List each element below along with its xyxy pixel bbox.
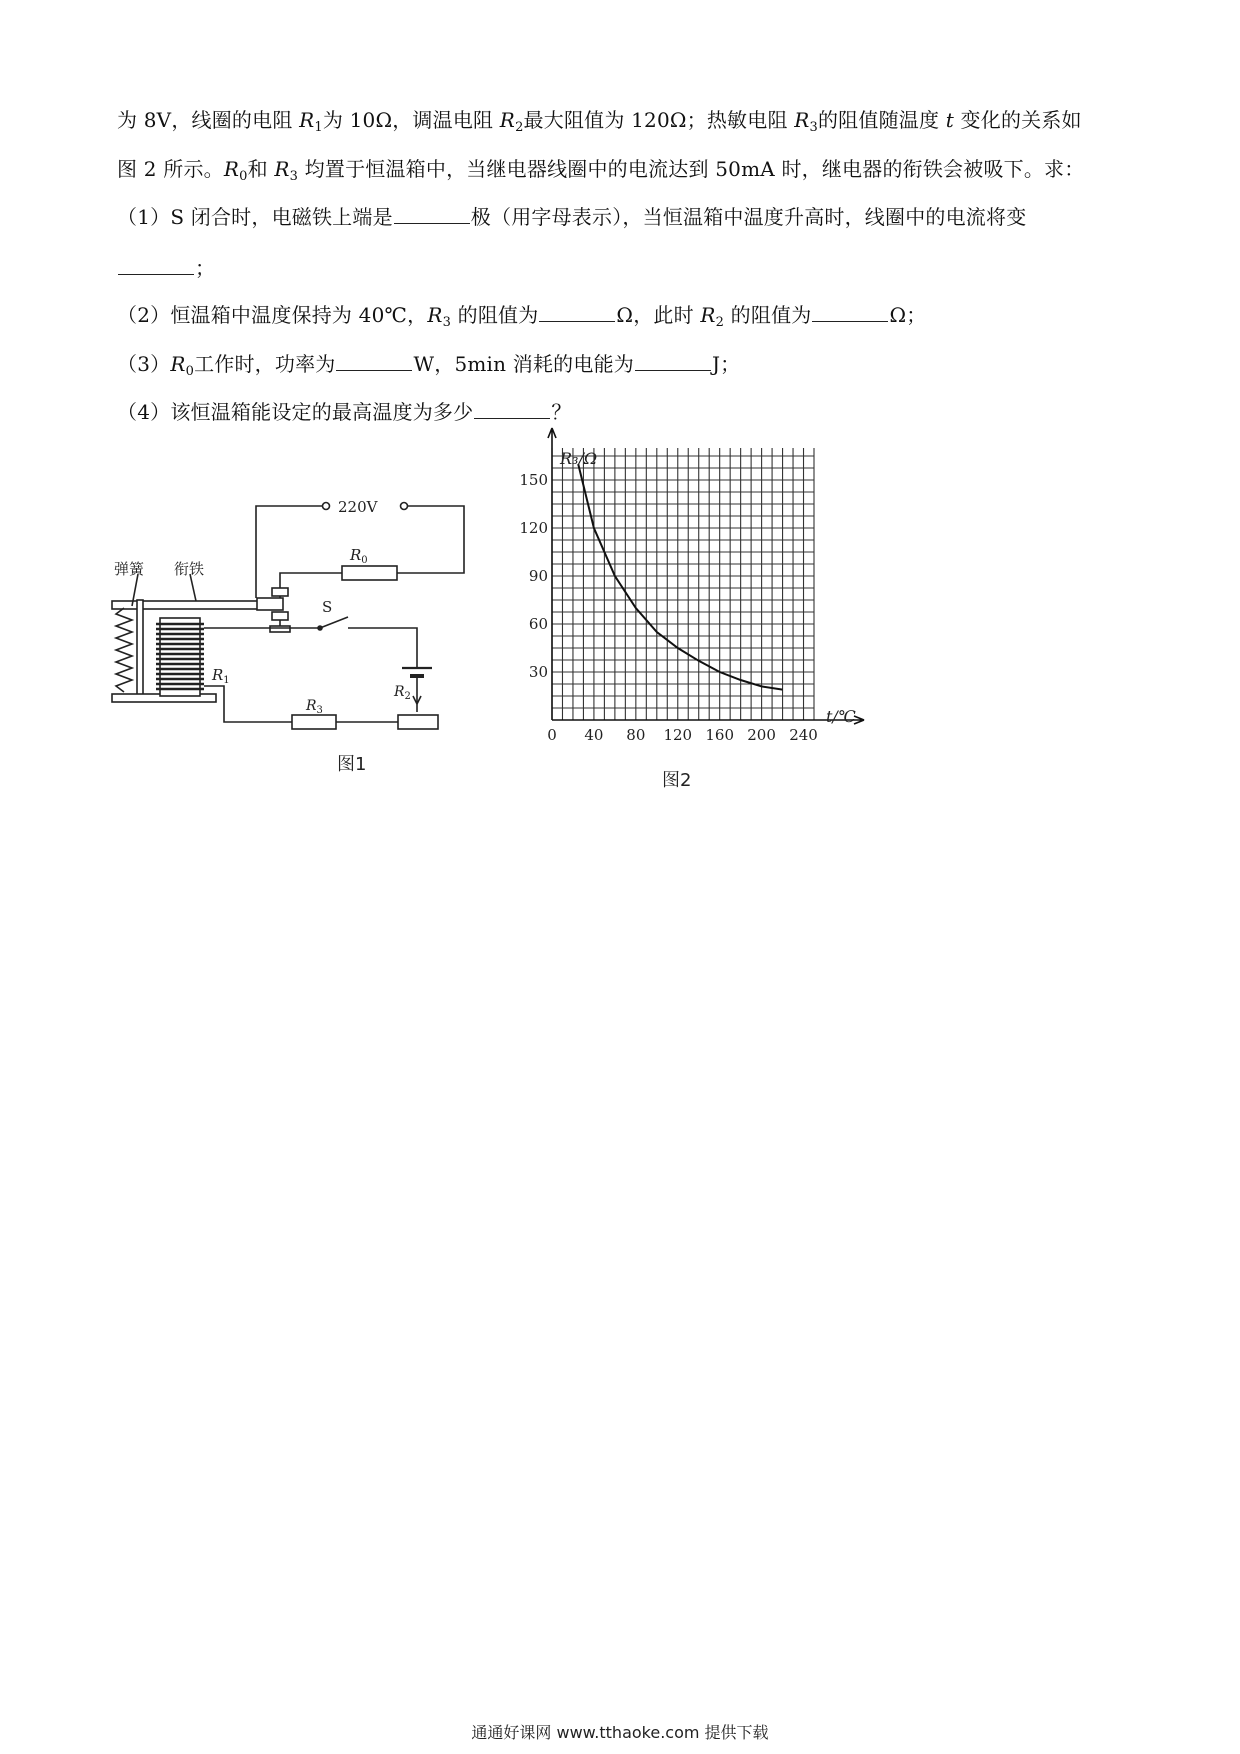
answer-blank[interactable] [539, 303, 615, 322]
var-r: R [170, 352, 186, 376]
chart-grid [552, 448, 814, 720]
text-span: 极（用字母表示），当恒温箱中温度升高时，线圈中的电流将变 [470, 205, 1027, 229]
upper-contact [272, 588, 288, 596]
text-span: 工作时，功率为 [194, 352, 336, 376]
subscript: 3 [809, 120, 818, 135]
x-axis [552, 716, 864, 724]
text-span: 最大阻值为 120Ω；热敏电阻 [523, 108, 795, 132]
label-r1: $R_1$ [212, 666, 230, 686]
terminal-right [401, 503, 408, 510]
answer-blank[interactable] [394, 205, 470, 224]
text-span: （3） [117, 352, 171, 376]
y-axis [548, 428, 556, 720]
subscript: 0 [185, 364, 195, 379]
var-t: t [945, 108, 954, 132]
subscript: 3 [289, 169, 299, 184]
switch-pivot [318, 626, 322, 630]
var-r: R [427, 303, 443, 327]
wire-switch-battery [348, 628, 417, 668]
text-span: （1）S 闭合时，电磁铁上端是 [117, 205, 393, 229]
problem-line-2 [117, 155, 1084, 191]
y-tick-label: 120 [519, 519, 548, 537]
var-r: R [700, 303, 716, 327]
text-span: 为 10Ω，调温电阻 [322, 108, 500, 132]
chart-series-line [578, 464, 782, 690]
question-1 [117, 203, 1026, 231]
text-span: ？ [551, 400, 572, 424]
spring-post [137, 600, 143, 698]
r3-temperature-chart [500, 430, 880, 790]
text-span: ； [195, 256, 216, 280]
label-220v: 220V [338, 498, 378, 516]
text-span: 的阻值为 [451, 303, 539, 327]
wire-220v-right [397, 506, 464, 573]
y-tick-label: 60 [528, 615, 548, 633]
var-r: R [299, 108, 315, 132]
terminal-left [323, 503, 330, 510]
switch-blade [320, 617, 348, 628]
label-r0: $R_0$ [350, 546, 368, 566]
chart-ticks [519, 471, 817, 744]
text-span: 变化的关系如 [953, 108, 1082, 132]
x-tick-label: 120 [663, 726, 693, 744]
wire-r0-contact [280, 573, 342, 588]
y-tick-label: 30 [528, 663, 548, 681]
label-switch: S [322, 598, 333, 616]
r3-resistor [292, 715, 336, 729]
chart-ylabel: R₃/Ω [560, 449, 598, 468]
wire-coil-bottom [204, 686, 292, 722]
subscript: 2 [715, 315, 725, 330]
armature-tip [257, 598, 283, 610]
x-tick-label: 240 [789, 726, 818, 744]
var-r: R [499, 108, 516, 132]
contact-base [270, 626, 290, 632]
answer-blank[interactable] [474, 400, 550, 419]
subscript: 3 [442, 315, 452, 330]
question-3 [117, 350, 740, 386]
x-tick-label: 200 [747, 726, 776, 744]
figure-1-caption: 图1 [337, 754, 367, 775]
r0-resistor [342, 566, 397, 580]
armature-bar [112, 601, 260, 609]
text-span: W，5min 消耗的电能为 [413, 352, 634, 376]
subscript: 0 [239, 169, 248, 184]
lower-contact [272, 612, 288, 620]
y-tick-label: 90 [528, 567, 548, 585]
text-span: Ω，此时 [616, 303, 701, 327]
text-span: 图 2 所示。 [117, 157, 224, 181]
y-tick-label: 150 [519, 471, 548, 489]
chart-xlabel: t/℃ [826, 707, 856, 726]
text-span: 为 8V，线圈的电阻 [117, 108, 300, 132]
var-r: R [794, 108, 810, 132]
answer-blank[interactable] [812, 303, 888, 322]
wire-220v-left [256, 506, 322, 598]
text-span: （4）该恒温箱能设定的最高温度为多少 [117, 400, 474, 424]
answer-blank[interactable] [118, 256, 194, 275]
question-1-cont [117, 254, 215, 282]
label-r3: $R_3$ [306, 698, 323, 716]
text-span: 和 [247, 157, 275, 181]
question-4 [117, 398, 572, 426]
text-span: Ω； [889, 303, 927, 327]
armature-leader [190, 574, 196, 601]
text-span: 均置于恒温箱中，当继电器线圈中的电流达到 50mA 时，继电器的衔铁会被吸下。求： [298, 157, 1085, 181]
label-r2: $R_2$ [394, 684, 411, 702]
figure-2-caption: 图2 [662, 770, 692, 791]
r2-resistor [398, 715, 438, 729]
x-tick-label: 80 [626, 726, 646, 744]
x-tick-label: 40 [584, 726, 604, 744]
answer-blank[interactable] [635, 352, 711, 371]
text-span: 的阻值随温度 [817, 108, 946, 132]
text-span: （2）恒温箱中温度保持为 40℃， [117, 303, 428, 327]
footer: 通通好课网 www.tthaoke.com 提供下载 [471, 1723, 769, 1742]
spring [116, 608, 132, 692]
text-span: 的阻值为 [724, 303, 812, 327]
text-span: J； [711, 352, 741, 376]
subscript: 1 [314, 120, 323, 135]
problem-line-1 [117, 106, 1082, 142]
circuit-diagram [112, 478, 502, 775]
question-2 [117, 301, 926, 337]
label-armature: 衔铁 [174, 560, 205, 578]
answer-blank[interactable] [336, 352, 412, 371]
x-tick-label: 160 [705, 726, 735, 744]
var-r: R [274, 157, 290, 181]
var-r: R [223, 157, 240, 181]
subscript: 2 [515, 120, 524, 135]
label-spring: 弹簧 [114, 560, 145, 578]
x-tick-label: 0 [547, 726, 557, 744]
